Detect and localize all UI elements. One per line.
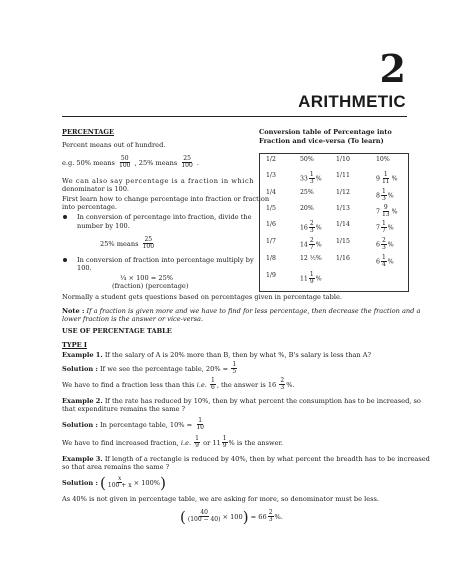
chapter-title: ARITHMETIC — [298, 92, 406, 111]
chapter-number: 2 — [379, 46, 406, 91]
ex1-fraction-1-6: $\frac{1}{6}$ — [211, 377, 215, 392]
table-percent-left: 50% — [300, 156, 314, 163]
table-percent-right: 10% — [376, 156, 390, 163]
example-percent-line: e.g. 50% means $\frac{50}{100}$ , 25% means $\frac{25}{100}$ . — [62, 155, 200, 170]
table-percent-left: 20% — [300, 205, 314, 212]
example1-question: Example 1. If the salary of A is 20% more than B, then by what %, B's salary is less than A? — [62, 351, 372, 359]
example3-calculation: ( $\frac{40}{(100 - 40)}$ × 100) = 66 $\frac{2}{3}$ %. — [180, 507, 283, 526]
table-percent-left: 25% — [300, 189, 314, 196]
ex1-fraction-1-5: $\frac{1}{5}$ — [232, 361, 237, 376]
table-percent-right: 7 $\frac{1}{7}$ % — [376, 220, 394, 235]
example2-question-line1: Example 2. If the rate has reduced by 10%, then by what percent the consumption has to be increased, so — [62, 397, 421, 405]
table-fraction-left: 1/5 — [266, 205, 276, 212]
note-line2: lower fraction is the answer or vice-versa. — [62, 315, 204, 323]
bullet-1 — [63, 215, 67, 219]
bullet1-line2: number by 100. — [77, 222, 130, 230]
fraction-statement-line1: We can also say percentage is a fraction in which — [62, 177, 254, 185]
title-rule — [62, 116, 407, 117]
bullet2-line2: 100. — [77, 264, 92, 272]
definition-text: Percent means out of hundred. — [62, 141, 166, 149]
use-table-heading: USE OF PERCENTAGE TABLE — [62, 327, 172, 335]
calc-line: ¼ × 100 = 25% — [120, 274, 174, 282]
table-title-line2: Fraction and vice-versa (To learn) — [259, 137, 384, 145]
eg-mid: , 25% means — [134, 158, 178, 167]
ex2-fraction-1-9: $\frac{1}{9}$ — [195, 435, 199, 450]
table-percent-right: 6 $\frac{1}{4}$ % — [376, 254, 394, 269]
table-percent-right: 8 $\frac{1}{3}$ % — [376, 188, 394, 203]
example3-explanation: As 40% is not given in percentage table, we are asking for more, so denominator must be less. — [62, 495, 379, 503]
ex2-fraction-mixed: $\frac{1}{9}$ — [222, 435, 227, 450]
note-line1: Note : If a fraction is given more and we have to find for less percentage, then decrease the fraction and a — [62, 307, 421, 315]
learn-line2: into percentage. — [62, 203, 117, 211]
percentage-heading: PERCENTAGE — [62, 128, 115, 136]
table-percent-left: 16 $\frac{2}{3}$ % — [300, 220, 322, 235]
table-fraction-right: 1/13 — [336, 205, 350, 212]
means-fraction: $\frac{25}{100}$ — [142, 236, 155, 251]
bullet1-line1: In conversion of percentage into fraction, divide the — [77, 213, 252, 221]
table-percent-left: 14 $\frac{2}{7}$ % — [300, 237, 322, 252]
table-fraction-right: 1/12 — [336, 189, 350, 196]
normally-text: Normally a student gets questions based on percentages given in percentage table. — [62, 293, 342, 301]
ex3-calc-fraction: $\frac{40}{(100 - 40)}$ — [187, 509, 221, 524]
table-percent-right: 9 $\frac{1}{11}$ % — [376, 171, 398, 186]
table-percent-right: 6 $\frac{2}{3}$ % — [376, 237, 394, 252]
example1-answer: We have to find a fraction less than this i.e. $\frac{1}{6}$ , the answer is 16 $\frac{2}{3}$ %. — [62, 377, 295, 392]
example2-question-line2: that expenditure remains the same ? — [62, 405, 186, 413]
table-percent-right: 7 $\frac{9}{13}$ % — [376, 204, 398, 219]
ex1-answer-fraction: $\frac{2}{3}$ — [280, 377, 285, 392]
table-fraction-left: 1/7 — [266, 238, 276, 245]
table-fraction-left: 1/8 — [266, 255, 276, 262]
eg-fraction-50: $\frac{50}{100}$ — [119, 155, 131, 170]
table-fraction-left: 1/9 — [266, 272, 276, 279]
table-fraction-left: 1/2 — [266, 156, 276, 163]
table-fraction-right: 1/16 — [336, 255, 350, 262]
means-example: 25% means $\frac{25}{100}$ — [100, 236, 155, 251]
example2-answer: We have to find increased fraction, i.e. $\frac{1}{9}$ or 11 $\frac{1}{9}$ % is the answer. — [62, 435, 284, 450]
table-fraction-left: 1/6 — [266, 221, 276, 228]
table-fraction-left: 1/4 — [266, 189, 276, 196]
ex2-fraction-1-10: $\frac{1}{10}$ — [196, 417, 204, 432]
eg-prefix: e.g. 50% means — [62, 158, 115, 167]
eg-fraction-25: $\frac{25}{100}$ — [181, 155, 193, 170]
table-fraction-right: 1/10 — [336, 156, 350, 163]
bullet2-line1: In conversion of fraction into percentage multiply by — [77, 256, 254, 264]
table-title-line1: Conversion table of Percentage into — [259, 128, 392, 136]
table-fraction-right: 1/11 — [336, 172, 350, 179]
example1-solution: Solution : If we see the percentage table, 20% = $\frac{1}{5}$ — [62, 361, 237, 376]
table-percent-left: 12 ½% — [300, 255, 322, 262]
learn-line1: First learn how to change percentage into fraction or fraction — [62, 195, 270, 203]
table-fraction-left: 1/3 — [266, 172, 276, 179]
table-percent-left: 11 $\frac{1}{9}$ % — [300, 271, 322, 286]
type-heading: TYPE I — [62, 341, 87, 349]
table-fraction-right: 1/15 — [336, 238, 350, 245]
example2-solution: Solution : In percentage table, 10% = $\frac{1}{10}$ — [62, 417, 204, 432]
bullet-2 — [63, 258, 67, 262]
ex3-formula-fraction: $\frac{x}{100 + x}$ — [107, 475, 132, 490]
conversion-table — [259, 153, 409, 292]
calc-caption: (fraction) (percentage) — [112, 282, 189, 290]
example3-question-line1: Example 3. If length of a rectangle is reduced by 40%, then by what percent the breadth has to be increased — [62, 455, 430, 463]
table-fraction-right: 1/14 — [336, 221, 350, 228]
fraction-statement-line2: denominator is 100. — [62, 185, 130, 193]
ex3-answer-fraction: $\frac{2}{3}$ — [268, 509, 273, 524]
example3-question-line2: so that area remains the same ? — [62, 463, 170, 471]
table-percent-left: 33 $\frac{1}{3}$ % — [300, 171, 322, 186]
example3-solution: Solution : ( $\frac{x}{100 + x}$ × 100%) — [62, 473, 166, 492]
